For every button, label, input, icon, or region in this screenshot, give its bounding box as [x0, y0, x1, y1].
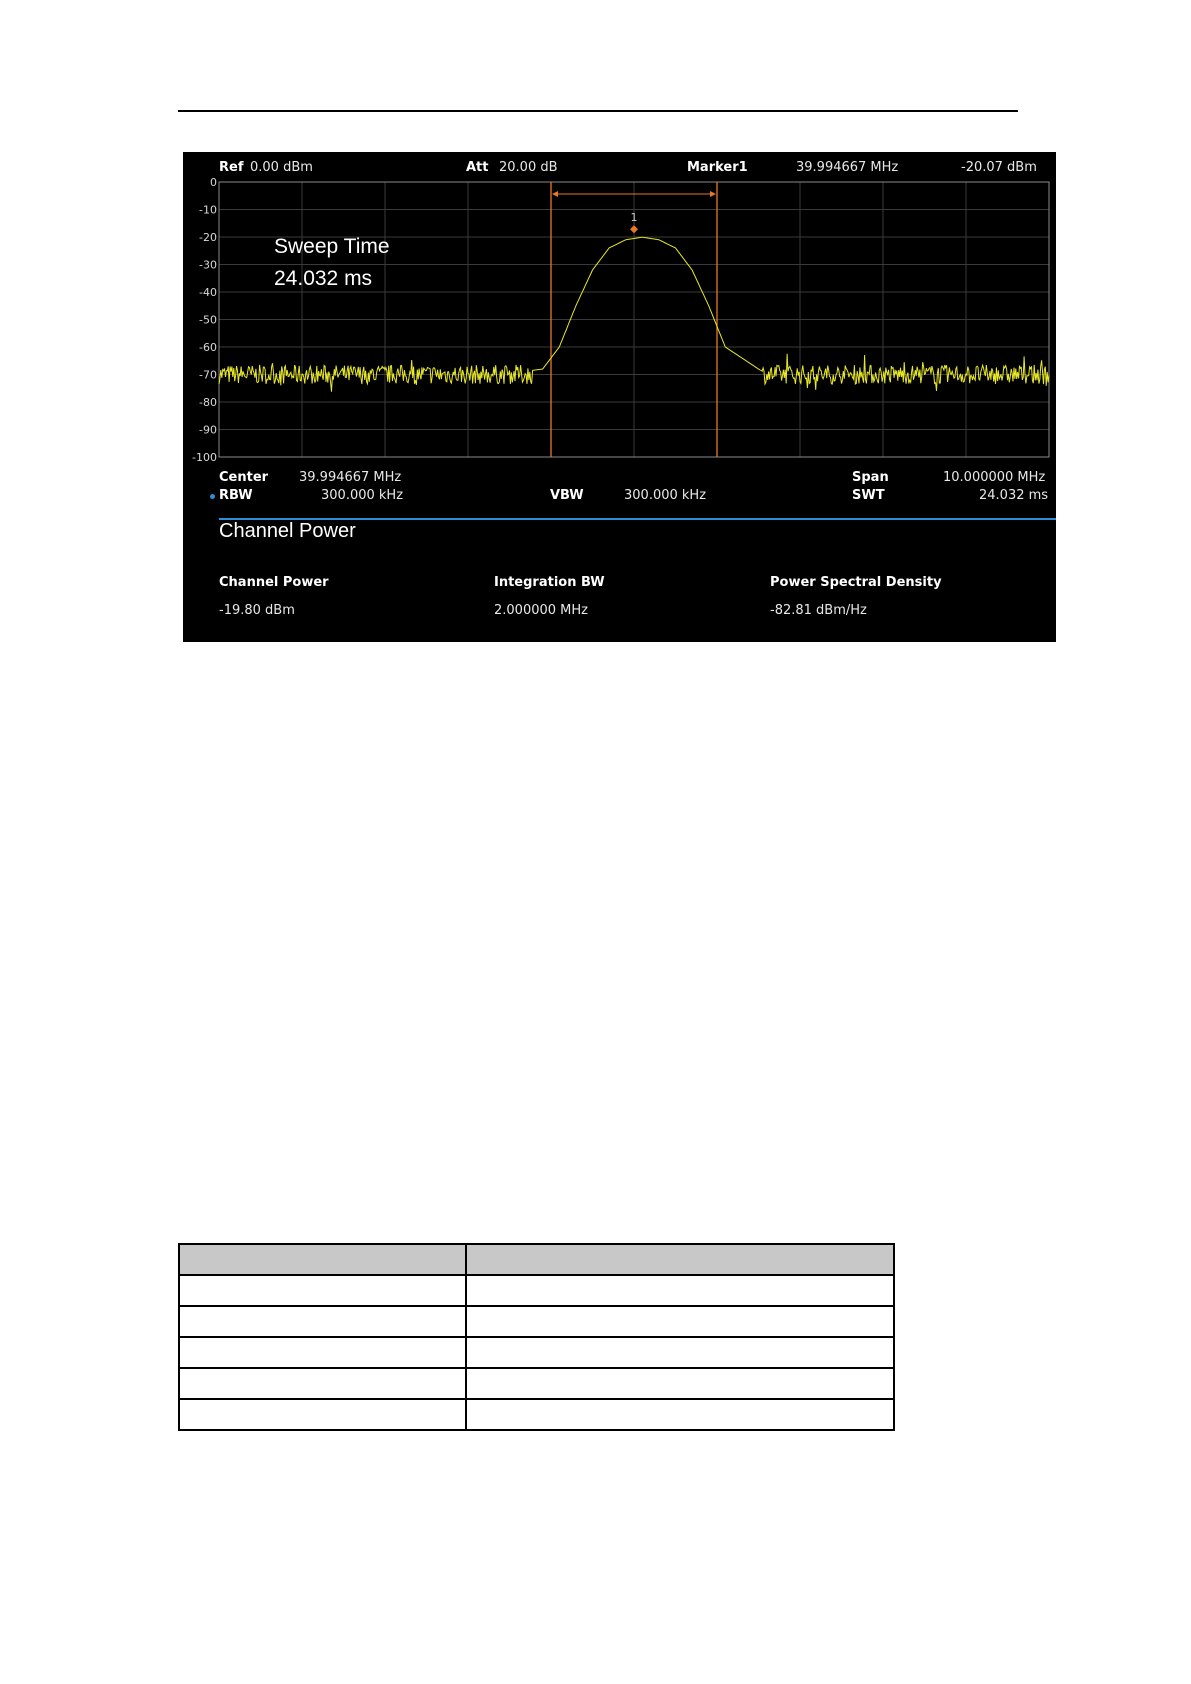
analyzer-screen — [183, 152, 1056, 642]
table-cell — [466, 1368, 894, 1399]
y-tick-label: -90 — [199, 423, 217, 437]
y-tick-label: -70 — [199, 368, 217, 382]
table-row — [179, 1368, 894, 1399]
bracket-arrow-left-icon — [552, 191, 558, 197]
channel-power-value: -19.80 dBm — [219, 603, 295, 618]
y-tick-label: 0 — [210, 176, 217, 189]
att-value: 20.00 dB — [499, 160, 558, 175]
table-cell — [179, 1306, 466, 1337]
table-cell — [179, 1399, 466, 1430]
table-cell — [179, 1337, 466, 1368]
blank-table — [178, 1243, 895, 1431]
page-top-rule — [178, 110, 1018, 112]
sweep-time-value: 24.032 ms — [274, 267, 373, 290]
table-cell — [466, 1306, 894, 1337]
y-tick-label: -10 — [199, 203, 217, 217]
y-tick-label: -50 — [199, 313, 217, 327]
bracket-arrow-right-icon — [710, 191, 716, 197]
ref-label: Ref — [219, 160, 244, 175]
marker-label: Marker1 — [687, 160, 748, 175]
swt-label: SWT — [852, 488, 885, 503]
y-tick-label: -40 — [199, 286, 217, 299]
table-row — [179, 1337, 894, 1368]
y-tick-label: -20 — [199, 231, 217, 244]
ref-value: 0.00 dBm — [250, 160, 313, 175]
y-tick-labels — [192, 176, 217, 464]
marker-frequency: 39.994667 MHz — [796, 160, 899, 175]
results-title: Channel Power — [219, 520, 356, 542]
table-row — [179, 1399, 894, 1430]
y-tick-label: -100 — [192, 451, 217, 464]
psd-value: -82.81 dBm/Hz — [770, 603, 867, 618]
table-cell — [179, 1275, 466, 1306]
y-tick-label: -30 — [199, 258, 217, 272]
span-value: 10.000000 MHz — [943, 470, 1046, 485]
marker-number: 1 — [630, 211, 638, 225]
span-label: Span — [852, 470, 889, 485]
channel-power-label: Channel Power — [219, 575, 329, 590]
att-label: Att — [466, 160, 489, 175]
integration-bw-label: Integration BW — [494, 575, 605, 590]
vbw-value: 300.000 kHz — [624, 488, 707, 503]
psd-label: Power Spectral Density — [770, 575, 942, 590]
y-tick-label: -60 — [199, 341, 217, 354]
center-value: 39.994667 MHz — [299, 470, 402, 485]
table-row — [179, 1275, 894, 1306]
table-cell — [466, 1399, 894, 1430]
sweep-time-title: Sweep Time — [274, 235, 390, 258]
table-header-cell — [179, 1244, 466, 1275]
table-header-cell — [466, 1244, 894, 1275]
marker-level: -20.07 dBm — [961, 160, 1037, 175]
y-tick-label: -80 — [199, 396, 217, 409]
center-label: Center — [219, 470, 269, 485]
table-cell — [466, 1337, 894, 1368]
vbw-label: VBW — [550, 488, 584, 503]
marker-diamond-icon — [630, 225, 638, 233]
spectrum-plot — [183, 152, 1056, 464]
rbw-label[interactable]: RBW — [219, 488, 253, 503]
swt-value: 24.032 ms — [979, 488, 1049, 503]
table-cell — [466, 1275, 894, 1306]
integration-bw-value: 2.000000 MHz — [494, 603, 588, 618]
table-cell — [179, 1368, 466, 1399]
table-header-row — [179, 1244, 894, 1275]
rbw-active-dot-icon — [210, 494, 215, 499]
rbw-value: 300.000 kHz — [321, 488, 404, 503]
table-row — [179, 1306, 894, 1337]
